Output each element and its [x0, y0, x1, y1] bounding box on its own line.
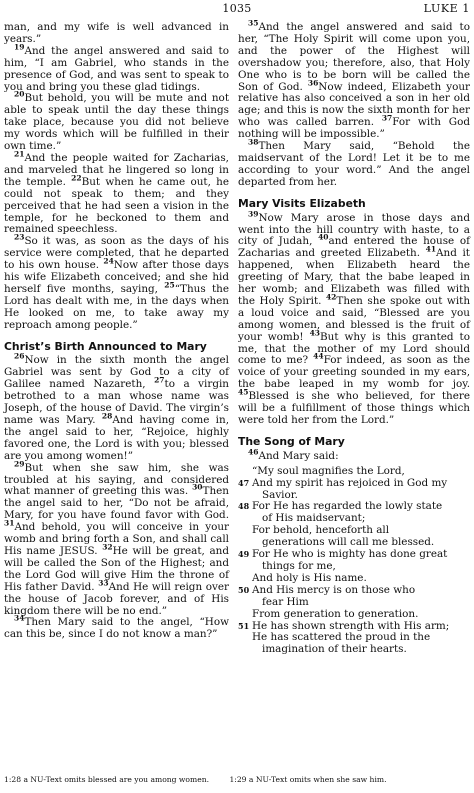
poem-line-text: For He who is mighty has done great: [252, 548, 448, 561]
left-column: [4, 22, 229, 641]
footnotes: [4, 774, 470, 786]
poem-line-text: For He has regarded the lowly state: [252, 500, 443, 513]
verse-34: $^{34}$Then Mary said to the angel, “How can this be, since I do not know a man?”: [4, 613, 229, 641]
poem-line-text: of His maidservant;: [262, 512, 366, 525]
verse-number: 51: [238, 620, 250, 631]
verse-46: $^{46}$And Mary said:: [248, 447, 339, 462]
poem-line-text: things for me,: [262, 559, 336, 572]
poem-line-text: He has scattered the proud in the: [252, 631, 431, 644]
verse-23: $^{23}$So it was, as soon as the days of his service were completed, that he departed to his own house. $^{24}$Now after those days his wife Elizabeth conceived; and she hid herself five months, saying, $^{25}$“Thus the Lord has dealt with me, in the days when He looked on me, to take away my reproach among people.”: [4, 232, 229, 331]
verse-number: 50: [238, 584, 250, 595]
section-heading: Christ’s Birth Announced to Mary: [4, 339, 207, 353]
verse-number: 49: [238, 549, 250, 560]
verse-20: $^{20}$But behold, you will be mute and not able to speak until the day these things take place, because you did not believe my words which will be fulfilled in their own time.”: [4, 89, 229, 153]
poem-line-text: He has shown strength with His arm;: [252, 619, 450, 632]
song-of-mary-poem: [238, 466, 470, 657]
poem-line-text: fear Him: [262, 595, 309, 608]
footnote: 1:29 a NU-Text omits when she saw him.: [229, 775, 387, 784]
footnote: 1:28 a NU-Text omits blessed are you among women.: [4, 775, 210, 784]
poem-line-text: From generation to generation.: [252, 607, 419, 620]
verse-35: $^{35}$And the angel answered and said to her, “The Holy Spirit will come upon you, and the power of the Highest will overshadow you; therefore, also, that Holy One who is to be born will be called the Son of God. $^{36}$Now indeed, Elizabeth your relative has also conceived a son in her old age; and this is now the sixth month for her who was called barren. $^{37}$For with God nothing will be impossible.”: [238, 18, 471, 141]
poem-line-text: imagination of their hearts.: [262, 643, 407, 656]
verse-29: $^{29}$But when she saw him, she was troubled at his saying, and considered what manner of greeting this was. $^{30}$Then the angel said to her, “Do not be afraid, Mary, for you have found favor with God. $^{31}$And behold, you will conceive in your womb and bring forth a Son, and shall call His name JESUS. $^{32}$He will be great, and will be called the Son of the Highest; and the Lord God will give Him the throne of His father David. $^{33}$And He will reign over the house of Jacob forever, and of His kingdom there will be no end.”: [4, 459, 229, 617]
verse-number: 48: [238, 501, 250, 512]
verse-38: $^{38}$Then Mary said, “Behold the maidservant of the Lord! Let it be to me according to your word.” And the angel departed from her.: [238, 137, 470, 188]
poem-line-text: generations will call me blessed.: [262, 536, 435, 549]
verse-21: $^{21}$And the people waited for Zacharias, and marveled that he lingered so long in the temple. $^{22}$But when he came out, he could not speak to them; and they perceived that he had seen a vision in the temple, for he beckoned to them and remained speechless.: [4, 149, 229, 236]
page-number: 1035: [222, 2, 252, 15]
section-heading: The Song of Mary: [238, 434, 345, 448]
poem-line-text: And my spirit has rejoiced in God my: [252, 476, 448, 489]
poem-line-text: And His mercy is on those who: [252, 583, 416, 596]
running-head: LUKE 1: [423, 2, 470, 15]
poem-line-text: “My soul magnifies the Lord,: [252, 464, 405, 477]
verse-19: $^{19}$And the angel answered and said to him, “I am Gabriel, who stands in the presence of God, and was sent to speak to you and bring you these glad tidings.: [4, 42, 229, 93]
section-heading: Mary Visits Elizabeth: [238, 196, 366, 210]
poem-line-text: For behold, henceforth all: [252, 524, 390, 537]
verse-number: 47: [238, 477, 250, 488]
verse-26: $^{26}$Now in the sixth month the angel Gabriel was sent by God to a city of Galilee named Nazareth, $^{27}$to a virgin betrothed to a man whose name was Joseph, of the house of David. The virgin’s name was Mary. $^{28}$And having come in, the angel said to her, “Rejoice, highly favored one, the Lord is with you; blessed are you among women!”: [4, 352, 230, 462]
poem-line-text: Savior.: [262, 488, 298, 501]
poem-line-text: And holy is His name.: [252, 571, 367, 584]
verse-text: man, and my wife is well advanced in years.”: [4, 21, 229, 45]
right-column: [238, 18, 471, 656]
poem-line: [238, 644, 470, 656]
verse-39: $^{39}$Now Mary arose in those days and went into the hill country with haste, to a city of Judah, $^{40}$and entered the house of Zacharias and greeted Elizabeth. $^{41}$And it happened, when Elizabeth heard the greeting of Mary, that the babe leaped in her womb; and Elizabeth was filled with the Holy Spirit. $^{42}$Then she spoke out with a loud voice and said, “Blessed are you among women, and blessed is the fruit of your womb! $^{43}$But why is this granted to me, that the mother of my Lord should come to me? $^{44}$For indeed, as soon as the voice of your greeting sounded in my ears, the babe leaped in my womb for joy. $^{45}$Blessed is she who believed, for there will be a fulfillment of those things which were told her from the Lord.”: [238, 209, 471, 426]
